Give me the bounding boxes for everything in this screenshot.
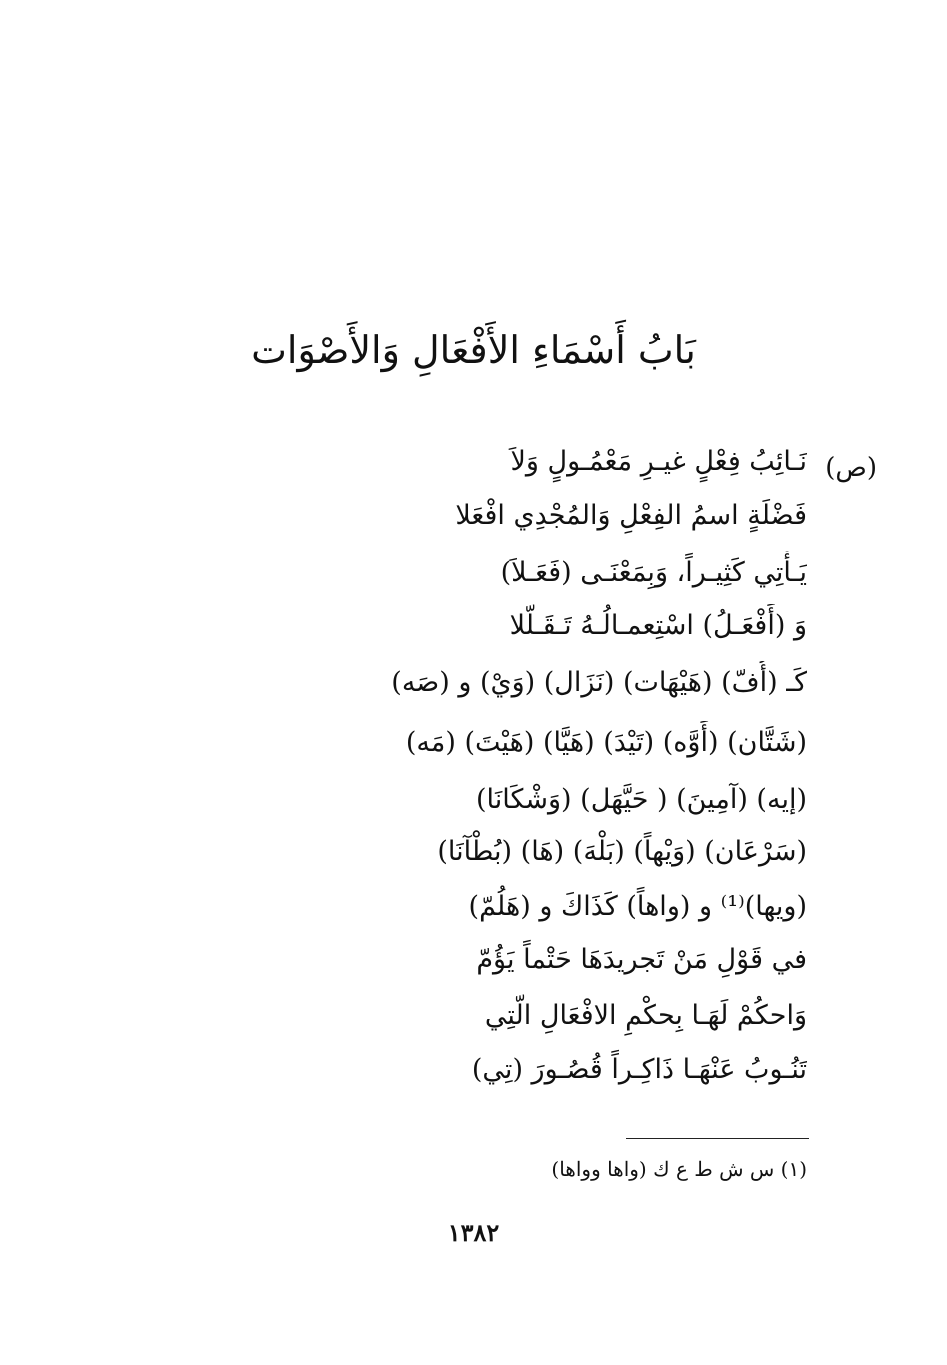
verse-line: يَـأْتِي كَثِيـراً، وَبِمَعْنَـى (فَعَـلاَ) <box>500 557 807 588</box>
page-number: ١٣٨٢ <box>447 1218 500 1247</box>
text-marker: (ص) <box>825 453 877 483</box>
chapter-title: بَابُ أَسْمَاءِ الأَفْعَالِ وَالأَصْوَات <box>251 328 696 372</box>
verse-line: في قَوْلِ مَنْ تَجريدَهَا حَتْماً يَؤُمّ <box>476 944 807 975</box>
footnote: (١) س ش ط ع ك (واها وواها) <box>551 1157 807 1181</box>
verse-line: (ويها)⁽¹⁾ و (واهاً) كَذَاكَ و (هَلُمّ) <box>468 891 807 922</box>
verse-line: تَنُـوبُ عَنْهَـا ذَاكِـراً قُصُـورَ (تِي) <box>471 1054 807 1085</box>
verse-line: وَ (أَفْعَـلُ) اسْتِعمـالُـهُ تَـقَـلَّلا <box>509 610 807 641</box>
verse-line: (شَتَّان) (أَوَّه) (تَيْدَ) (هَيَّا) (هَيْتَ) (مَه) <box>405 727 807 758</box>
verse-line: (سَرْعَان) (وَيْهاً) (بَلْهَ) (هَا) (بُطْآنَا) <box>437 836 807 867</box>
verse-line: وَاحكُمْ لَهَـا بِحكْمِ الافْعَالِ الَّتِي <box>484 1000 807 1031</box>
verse-line: فَضْلَةٍ اسمُ الفِعْلِ وَالمُجْدِي افْعَلا <box>455 500 807 531</box>
verse-line: كَـ (أُفّ) (هَيْهَات) (نَزَال) (وَيْ) و (صَه) <box>391 667 807 698</box>
verse-line: نَـائِبُ فِعْلٍ غيـرِ مَعْمُـولٍ وَلاَ <box>510 446 807 477</box>
footnote-divider <box>626 1138 809 1139</box>
verse-line: (إيه) (آمِينَ) ( حَيَّهَل) (وَشْكَانَا) <box>475 784 807 815</box>
